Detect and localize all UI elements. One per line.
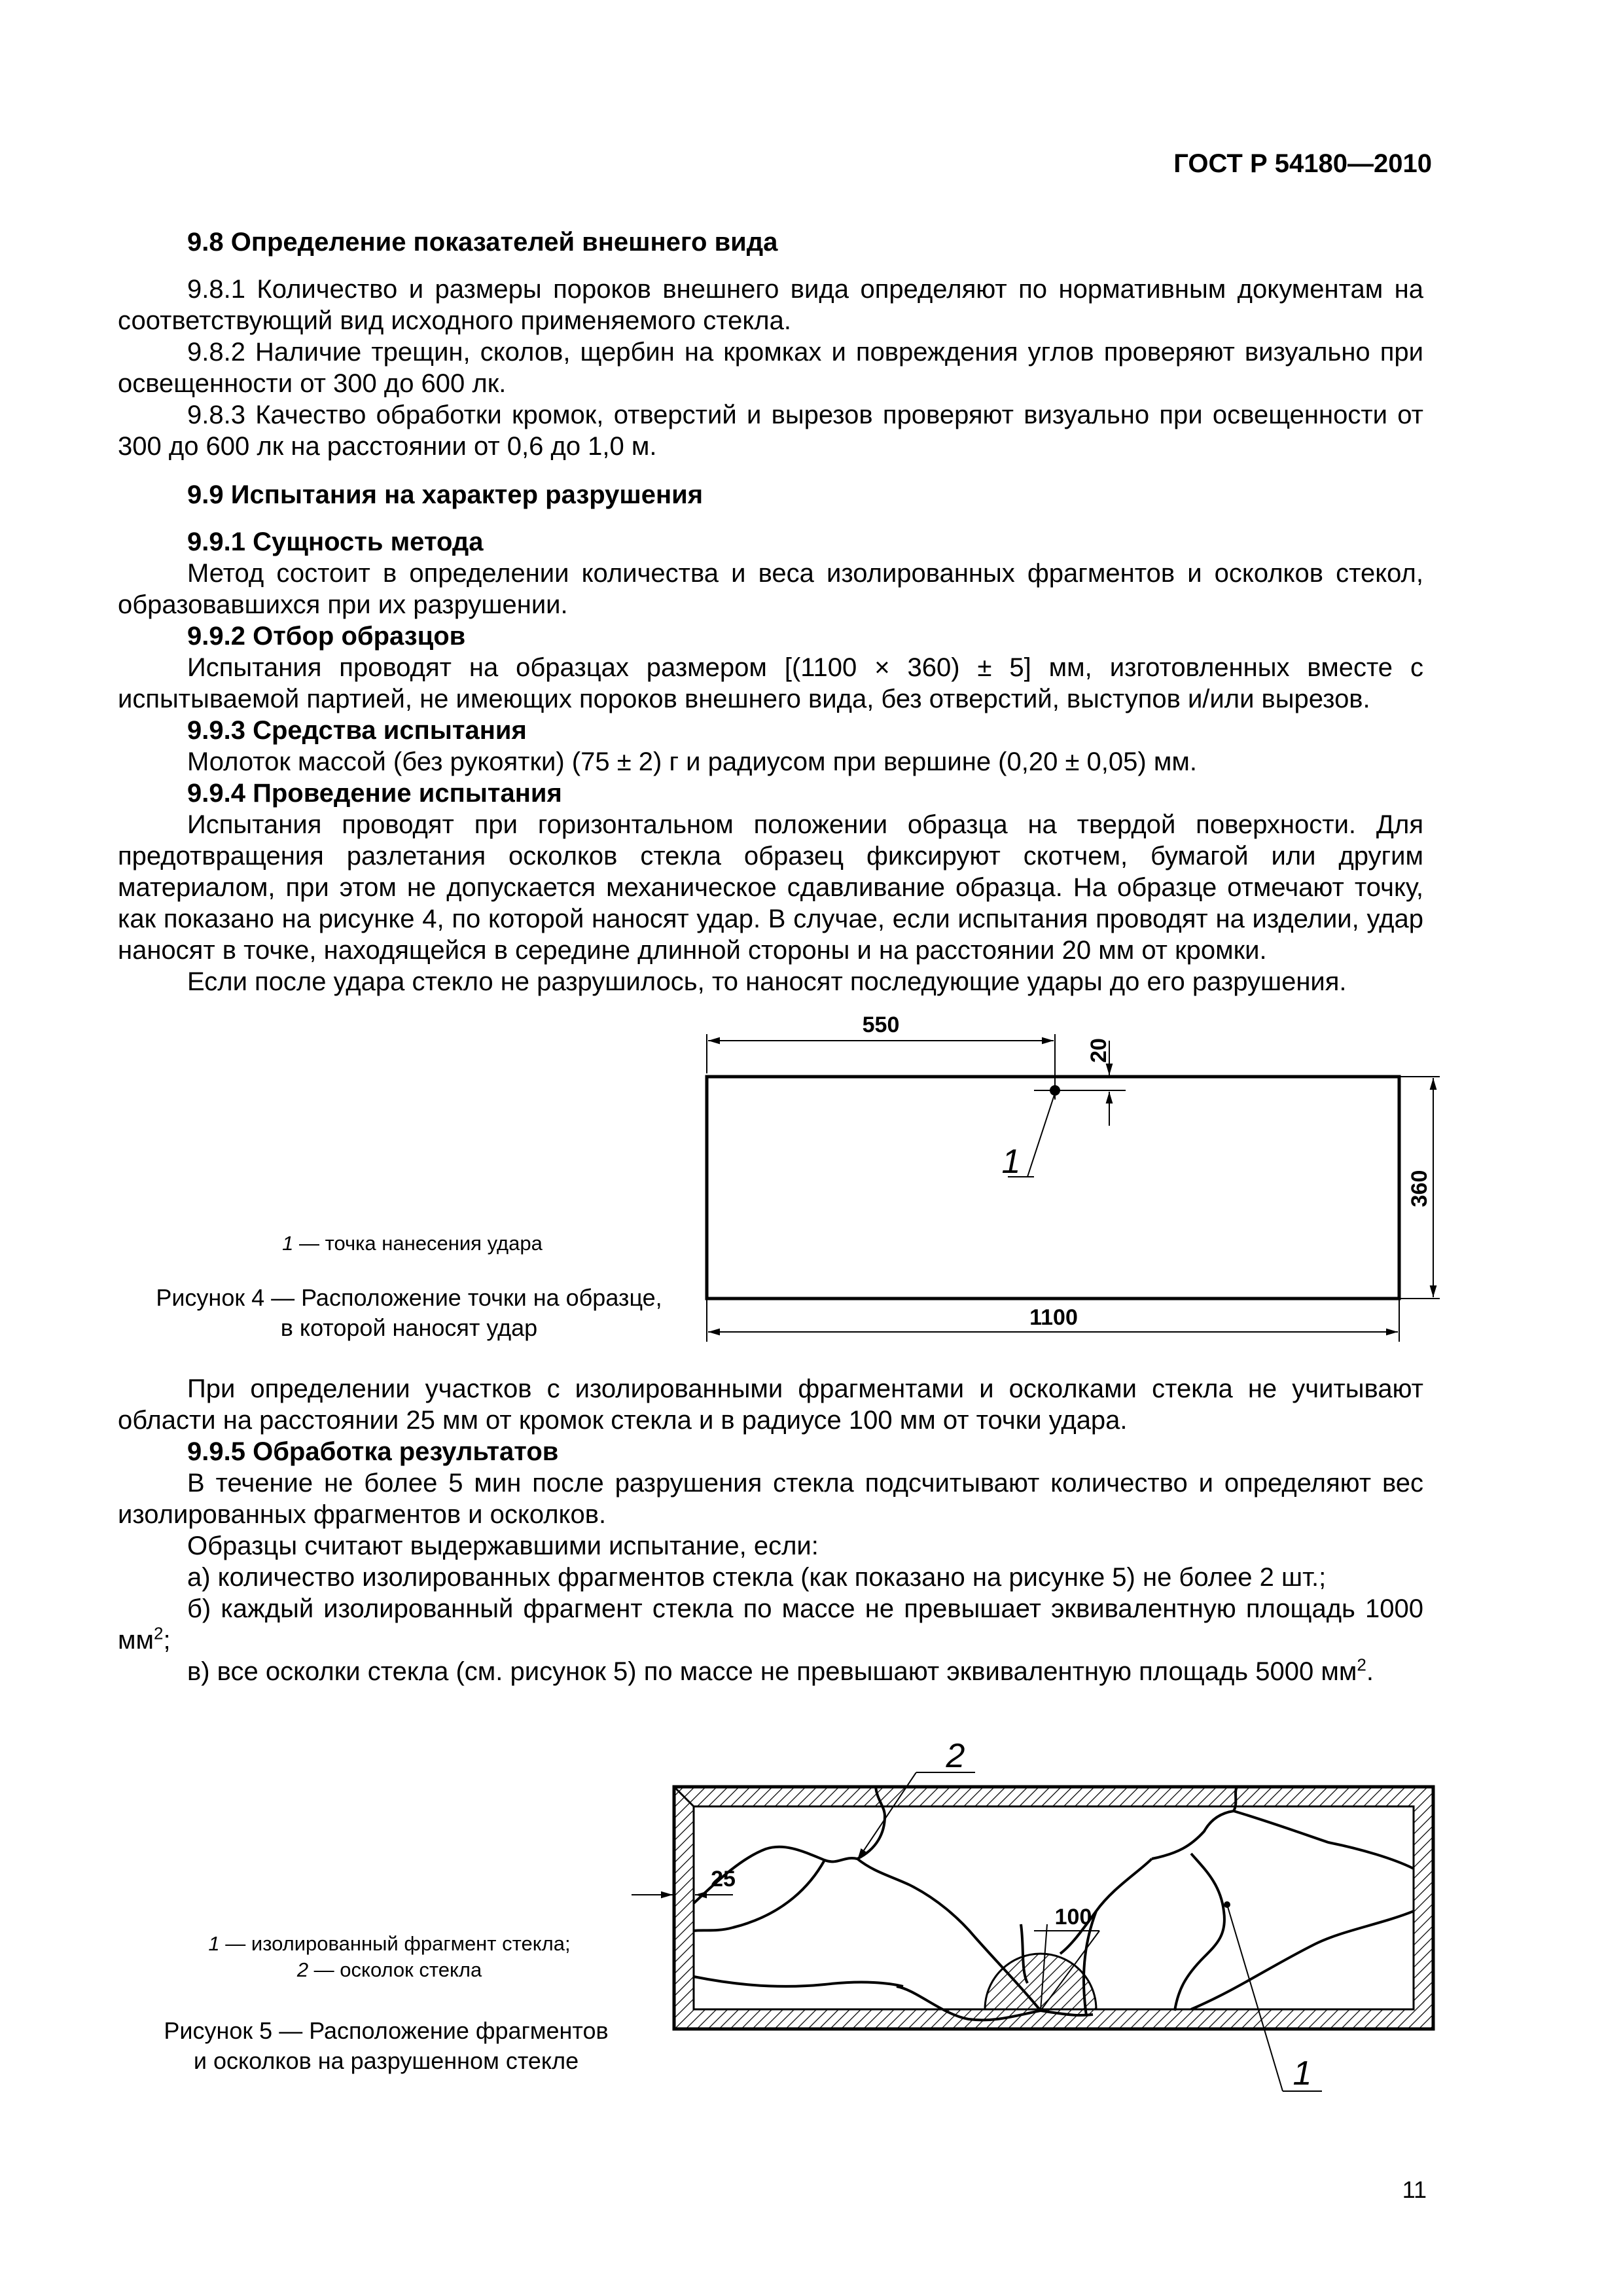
subsection-9-9-1-title: 9.9.1 Сущность метода	[187, 528, 484, 556]
caption-line-2: в которой наносят удар	[280, 1314, 538, 1341]
figure-5-drawing	[628, 1708, 1466, 2166]
legend-text-2: — осколок стекла	[308, 1958, 482, 1981]
caption-line-2: и осколков на разрушенном стекле	[193, 2047, 579, 2074]
para-9-9-3: Молоток массой (без рукоятки) (75 ± 2) г и радиусом при вершине (0,20 ± 0,05) мм.	[187, 747, 1197, 776]
dimension-1100-label: 1100	[1029, 1305, 1078, 1330]
specimen-outline	[707, 1077, 1399, 1299]
para-9-9-5-count: В течение не более 5 мин после разрушения стекла подсчитывают количество и определяют вес изолированных фрагментов и осколков.	[118, 1469, 1423, 1529]
dimension-550-label: 550	[862, 1013, 900, 1037]
caption-line-1: Рисунок 5 — Расположение фрагментов	[164, 2017, 609, 2044]
criterion-c-end: .	[1366, 1657, 1374, 1686]
legend-number-1: 1	[208, 1932, 220, 1955]
criterion-b-superscript: 2	[154, 1623, 164, 1643]
para-9-9-2: Испытания проводят на образцах размером [(1100 × 360) ± 5] мм, изготовленных вместе с испытываемой партией, не имеющих пороков внешнего вида, без отверстий, выступов и/или вырезов.	[118, 653, 1423, 713]
dimension-25-label: 25	[711, 1867, 736, 1892]
para-9-9-4-repeat: Если после удара стекло не разрушилось, то наносят последующие удары до его разрушения.	[187, 967, 1347, 996]
legend-number: 1	[282, 1232, 294, 1255]
caption-line-1: Рисунок 4 — Расположение точки на образце,	[156, 1284, 662, 1311]
criterion-b-end: ;	[163, 1626, 171, 1655]
criterion-a: а) количество изолированных фрагментов стекла (как показано на рисунке 5) не более 2 шт.;	[187, 1563, 1327, 1592]
figure-4-drawing	[681, 1001, 1466, 1348]
callout-1-label: 1	[1293, 2054, 1312, 2092]
dimension-100-label: 100	[1054, 1905, 1092, 1929]
para-9-9-5-criteria-intro: Образцы считают выдержавшими испытание, если:	[187, 1532, 819, 1560]
para-9-8-3: 9.8.3 Качество обработки кромок, отверстий и вырезов проверяют визуально при освещенности от 300 до 600 лк на расстоянии от 0,6 до 1,0 м.	[118, 401, 1423, 461]
legend-number-2: 2	[296, 1958, 309, 1981]
dimension-20-label: 20	[1086, 1038, 1111, 1063]
section-9-9-title: 9.9 Испытания на характер разрушения	[187, 480, 704, 509]
impact-exclusion-zone	[985, 1954, 1096, 2009]
criterion-c-text: в) все осколки стекла (см. рисунок 5) по массе не превышают эквивалентную площадь 5000 мм	[187, 1657, 1357, 1686]
page-number: 11	[1402, 2176, 1427, 2203]
subsection-9-9-3-title: 9.9.3 Средства испытания	[187, 716, 527, 745]
callout-2-label: 2	[946, 1737, 965, 1775]
criterion-c-superscript: 2	[1357, 1655, 1366, 1675]
document-code-header: ГОСТ Р 54180—2010	[1173, 149, 1432, 178]
criterion-c	[118, 1656, 1423, 1687]
para-9-8-1: 9.8.1 Количество и размеры пороков внешнего вида определяют по нормативным документам на соответствующий вид исходного применяемого стекла.	[118, 275, 1423, 335]
para-9-9-4-procedure: Испытания проводят при горизонтальном положении образца на твердой поверхности. Для предотвращения разлетания осколков стекла образец фиксируют скотчем, бумагой или другим материалом, при этом не допускается механическое сдавливание образца. На образце отмечают точку, как показано на рисунке 4, по которой наносят удар. В случае, если испытания проводят на изделии, удар наносят в точке, находящейся в середине длинной стороны и на расстоянии 20 мм от кромки.	[118, 810, 1423, 965]
figure-5-legend	[144, 1931, 635, 1983]
dimension-360-label: 360	[1407, 1170, 1432, 1208]
subsection-9-9-2-title: 9.9.2 Отбор образцов	[187, 622, 466, 651]
subsection-9-9-4-title: 9.9.4 Проведение испытания	[187, 779, 562, 808]
subsection-9-9-5-title: 9.9.5 Обработка результатов	[187, 1437, 559, 1466]
section-9-8-title: 9.8 Определение показателей внешнего вида	[187, 228, 778, 257]
legend-text-1: — изолированный фрагмент стекла;	[219, 1932, 571, 1955]
criterion-b-text: б) каждый изолированный фрагмент стекла по массе не превышает эквивалентную площадь 1000 мм	[118, 1594, 1423, 1655]
para-9-8-2: 9.8.2 Наличие трещин, сколов, щербин на кромках и повреждения углов проверяют визуально при освещенности от 300 до 600 лк.	[118, 338, 1423, 398]
legend-text: — точка нанесения удара	[293, 1232, 543, 1255]
figure-5-caption	[131, 2016, 641, 2076]
figure-4-caption	[131, 1283, 687, 1343]
callout-1-label: 1	[1001, 1143, 1021, 1181]
criterion-b	[118, 1593, 1423, 1656]
para-9-9-1: Метод состоит в определении количества и веса изолированных фрагментов и осколков стекол, образовавшихся при их разрушении.	[118, 559, 1423, 619]
figure-4-legend	[151, 1230, 674, 1257]
para-exclusion-areas: При определении участков с изолированными фрагментами и осколками стекла не учитывают области на расстоянии 25 мм от кромок стекла и в радиусе 100 мм от точки удара.	[118, 1374, 1423, 1435]
